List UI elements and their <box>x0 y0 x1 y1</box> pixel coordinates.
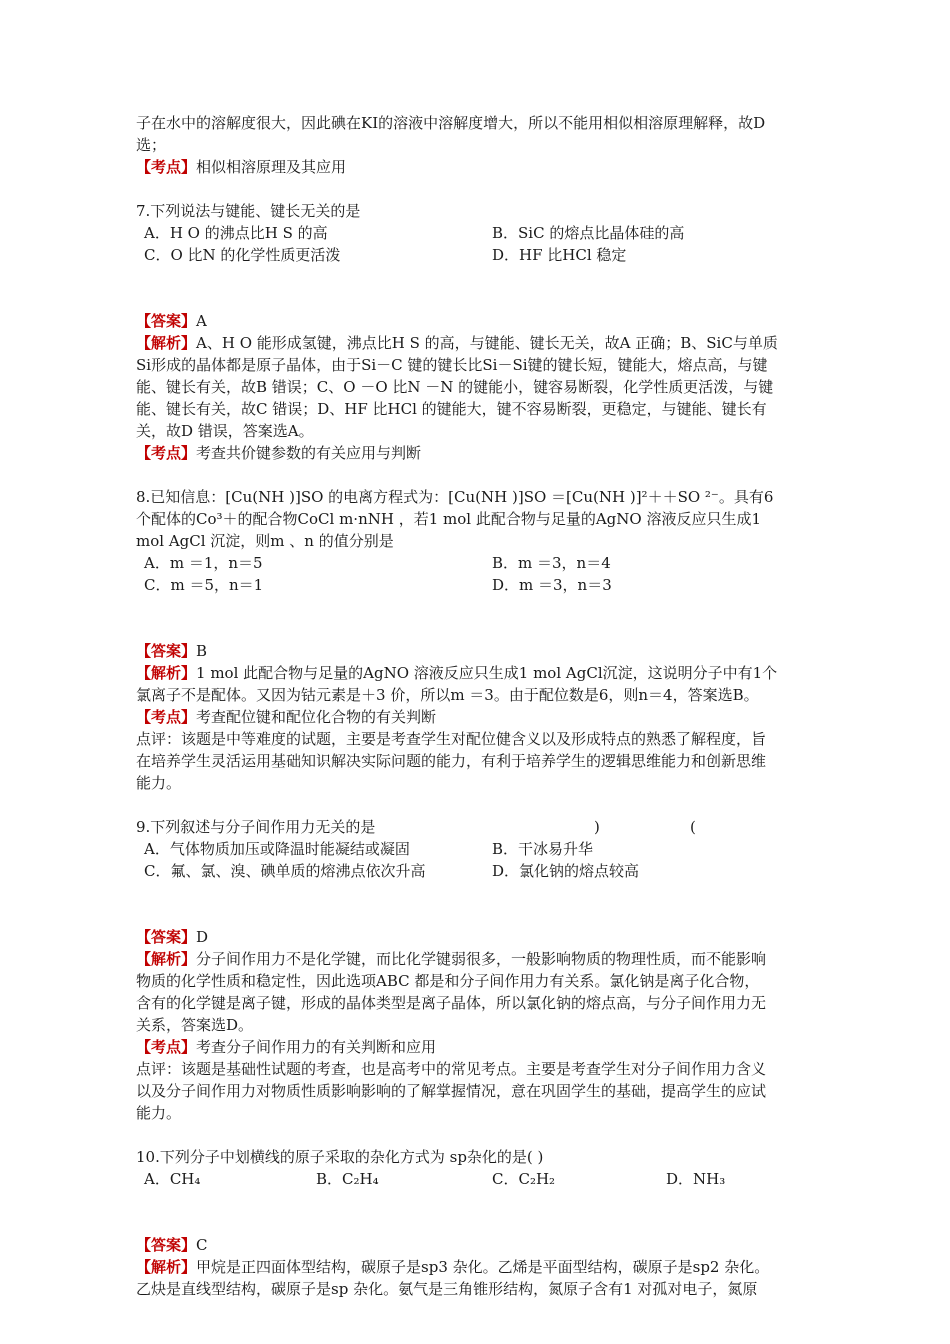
comment-line: 以及分子间作用力对物质性质影响影响的了解掌握情况，意在巩固学生的基础，提高学生的应试 <box>136 1082 767 1100</box>
question-7-stem: 7.下列说法与键能、键长无关的是 <box>136 202 361 220</box>
question-10-option-a: A．CH₄ <box>144 1170 201 1188</box>
analysis-line: Si形成的晶体都是原子晶体，由于Si－C 键的键长比Si－Si键的键长短，键能大，熔点高，与键 <box>136 356 768 374</box>
analysis-text: 甲烷是正四面体型结构，碳原子是sp3 杂化。乙烯是平面型结构，碳原子是sp2 杂化。 <box>196 1258 770 1276</box>
question-9-option-b: B．干冰易升华 <box>492 840 594 858</box>
analysis-text: 1 mol 此配合物与足量的AgNO 溶液反应只生成1 mol AgCl沉淀，这说明分子中有1个 <box>196 664 778 682</box>
document-body <box>136 112 826 1300</box>
question-8-options-row2 <box>136 574 826 596</box>
question-10-answer <box>136 1234 826 1256</box>
question-10-analysis <box>136 1256 826 1278</box>
question-10-option-c: C．C₂H₂ <box>492 1170 556 1188</box>
analysis-line: 含有的化学键是离子键，形成的晶体类型是离子晶体，所以氯化钠的熔点高，与分子间作用力无 <box>136 994 767 1012</box>
answer-value: B <box>196 642 208 660</box>
question-7-option-a: A．H O 的沸点比H S 的高 <box>144 224 328 242</box>
question-7-answer <box>136 310 826 332</box>
comment-line: 在培养学生灵活运用基础知识解决实际问题的能力，有利于培养学生的逻辑思维能力和创新思维 <box>136 752 767 770</box>
question-9-paren-open: ( <box>690 818 696 836</box>
question-8-kaodian <box>136 706 826 728</box>
intro-kaodian <box>136 156 826 178</box>
analysis-line: 能、键长有关，故C 错误；D、HF 比HCl 的键能大，键不容易断裂，更稳定，与键能、键长有 <box>136 400 767 418</box>
kaodian-text: 考查共价键参数的有关应用与判断 <box>196 444 422 462</box>
question-8-option-b: B．m ＝3，n＝4 <box>492 554 611 572</box>
analysis-text: 分子间作用力不是化学键，而比化学键弱很多，一般影响物质的物理性质，而不能影响 <box>196 950 767 968</box>
intro-line: 子在水中的溶解度很大，因此碘在KI的溶液中溶解度增大，所以不能用相似相溶原理解释，故D <box>136 114 766 132</box>
question-9-stem: 9.下列叙述与分子间作用力无关的是 <box>136 818 376 836</box>
analysis-tag: 【解析】 <box>136 1258 197 1276</box>
question-7-option-d: D．HF 比HCl 稳定 <box>492 246 627 264</box>
kaodian-text: 考查配位键和配位化合物的有关判断 <box>196 708 437 726</box>
kaodian-tag: 【考点】 <box>136 158 197 176</box>
analysis-tag: 【解析】 <box>136 950 197 968</box>
analysis-tag: 【解析】 <box>136 664 197 682</box>
question-9-paren-close: ) <box>594 818 600 836</box>
answer-tag: 【答案】 <box>136 312 197 330</box>
question-8-analysis <box>136 662 826 684</box>
analysis-line: 物质的化学性质和稳定性，因此选项ABC 都是和分子间作用力有关系。氯化钠是离子化合物， <box>136 972 760 990</box>
question-7-options-row2 <box>136 244 826 266</box>
question-9-analysis <box>136 948 826 970</box>
question-8-option-a: A．m ＝1，n＝5 <box>144 554 263 572</box>
analysis-line: 关，故D 错误，答案选A。 <box>136 422 314 440</box>
answer-value: D <box>196 928 209 946</box>
answer-tag: 【答案】 <box>136 1236 197 1254</box>
comment-line: 点评：该题是基础性试题的考查，也是高考中的常见考点。主要是考查学生对分子间作用力含义 <box>136 1060 767 1078</box>
kaodian-tag: 【考点】 <box>136 444 197 462</box>
question-8-stem: 8.已知信息：[Cu(NH )]SO 的电离方程式为：[Cu(NH )]SO ＝[Cu(NH )]²＋＋SO ²⁻。具有6 <box>136 488 774 506</box>
analysis-line: 能、键长有关，故B 错误；C、O －O 比N －N 的键能小，键容易断裂，化学性质更活泼，与键 <box>136 378 774 396</box>
question-9-option-d: D．氯化钠的熔点较高 <box>492 862 640 880</box>
question-7-analysis <box>136 332 826 354</box>
comment-line: 能力。 <box>136 774 182 792</box>
question-9-options-row2 <box>136 860 826 882</box>
question-9-answer <box>136 926 826 948</box>
kaodian-tag: 【考点】 <box>136 1038 197 1056</box>
comment-line: 能力。 <box>136 1104 182 1122</box>
answer-tag: 【答案】 <box>136 928 197 946</box>
question-10-options <box>136 1168 826 1190</box>
kaodian-tag: 【考点】 <box>136 708 197 726</box>
kaodian-text: 相似相溶原理及其应用 <box>196 158 347 176</box>
analysis-line: 乙炔是直线型结构，碳原子是sp 杂化。氨气是三角锥形结构，氮原子含有1 对孤对电子，氮原 <box>136 1280 758 1298</box>
question-10-option-b: B．C₂H₄ <box>316 1170 379 1188</box>
question-10-stem: 10.下列分子中划横线的原子采取的杂化方式为 sp杂化的是( ) <box>136 1148 544 1166</box>
question-7-kaodian <box>136 442 826 464</box>
comment-line: 点评：该题是中等难度的试题，主要是考查学生对配位健含义以及形成特点的熟悉了解程度，旨 <box>136 730 767 748</box>
question-9-option-c: C．氟、氯、溴、碘单质的熔沸点依次升高 <box>144 862 426 880</box>
question-8-option-c: C．m ＝5，n＝1 <box>144 576 264 594</box>
analysis-line: 氯离子不是配体。又因为钴元素是＋3 价，所以m ＝3。由于配位数是6，则n＝4，答案选B。 <box>136 686 759 704</box>
analysis-tag: 【解析】 <box>136 334 197 352</box>
question-8-stem: 个配体的Co³＋的配合物CoCl m·nNH ，若1 mol 此配合物与足量的AgNO 溶液反应只生成1 <box>136 510 762 528</box>
analysis-text: A、H O 能形成氢键，沸点比H S 的高，与键能、键长无关，故A 正确；B、SiC与单质 <box>196 334 778 352</box>
kaodian-text: 考查分子间作用力的有关判断和应用 <box>196 1038 437 1056</box>
question-7-options-row1 <box>136 222 826 244</box>
answer-tag: 【答案】 <box>136 642 197 660</box>
answer-value: A <box>196 312 207 330</box>
question-9-stem-row <box>136 816 826 838</box>
question-8-option-d: D．m ＝3，n＝3 <box>492 576 612 594</box>
intro-line: 选； <box>136 136 167 154</box>
question-9-options-row1 <box>136 838 826 860</box>
question-7-option-b: B．SiC 的熔点比晶体硅的高 <box>492 224 685 242</box>
question-9-option-a: A．气体物质加压或降温时能凝结或凝固 <box>144 840 410 858</box>
question-7-option-c: C．O 比N 的化学性质更活泼 <box>144 246 341 264</box>
analysis-line: 关系，答案选D。 <box>136 1016 254 1034</box>
question-10-option-d: D．NH₃ <box>666 1170 726 1188</box>
question-9-kaodian <box>136 1036 826 1058</box>
question-8-stem: mol AgCl 沉淀，则m 、n 的值分别是 <box>136 532 394 550</box>
answer-value: C <box>196 1236 208 1254</box>
question-8-answer <box>136 640 826 662</box>
question-8-options-row1 <box>136 552 826 574</box>
